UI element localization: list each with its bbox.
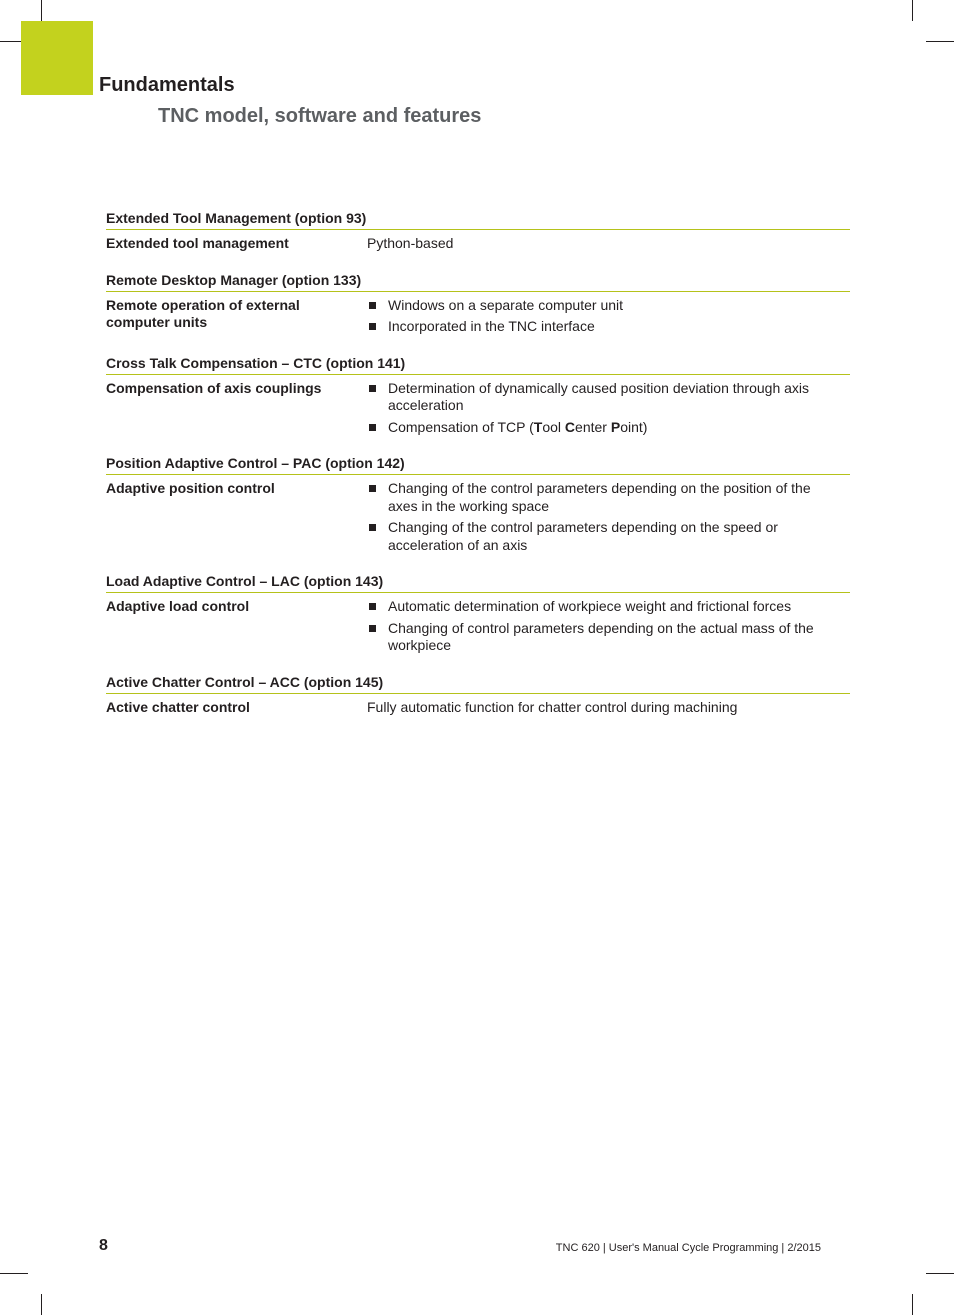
crop-mark (41, 1294, 42, 1315)
group-title: Extended Tool Management (option 93) (106, 205, 850, 230)
spec-row (106, 375, 850, 441)
list-item: Compensation of TCP (Tool Center Point) (367, 419, 840, 437)
feature-value: Python-based (367, 235, 454, 251)
feature-value (367, 479, 850, 558)
list-item: Windows on a separate computer unit (367, 297, 840, 315)
group-title: Active Chatter Control – ACC (option 145) (106, 669, 850, 694)
list-item: Determination of dynamically caused position deviation through axis acceleration (367, 380, 840, 415)
group-title: Load Adaptive Control – LAC (option 143) (106, 568, 850, 593)
spec-row (106, 593, 850, 659)
crop-mark (926, 41, 954, 42)
bullet-square-icon (369, 302, 376, 309)
feature-value (367, 379, 850, 441)
spec-row (106, 475, 850, 558)
chapter-title: Fundamentals (99, 74, 235, 96)
list-item: Automatic determination of workpiece weight and frictional forces (367, 598, 840, 616)
crop-mark (0, 1273, 28, 1274)
bullet-square-icon (369, 485, 376, 492)
spec-row (106, 230, 850, 257)
feature-label: Compensation of axis couplings (106, 379, 322, 396)
crop-mark (41, 0, 42, 21)
group-title: Position Adaptive Control – PAC (option 142) (106, 450, 850, 475)
option-group (106, 267, 850, 340)
list-item: Changing of control parameters depending on the actual mass of the workpiece (367, 620, 840, 655)
spec-row (106, 292, 850, 340)
option-group (106, 205, 850, 257)
page-number: 8 (99, 1237, 108, 1254)
bullet-square-icon (369, 625, 376, 632)
list-item: Incorporated in the TNC interface (367, 318, 840, 336)
crop-mark (912, 1294, 913, 1315)
option-group (106, 350, 850, 441)
bullet-list (367, 479, 840, 554)
option-group (106, 669, 850, 721)
bullet-list (367, 597, 840, 655)
bullet-square-icon (369, 323, 376, 330)
group-title: Remote Desktop Manager (option 133) (106, 267, 850, 292)
crop-mark (926, 1273, 954, 1274)
feature-label: Adaptive position control (106, 480, 275, 496)
list-item: Changing of the control parameters depending on the speed or acceleration of an axis (367, 519, 840, 554)
option-spec-table (106, 205, 850, 730)
bullet-list (367, 296, 840, 336)
crop-mark (912, 0, 913, 21)
bullet-square-icon (369, 424, 376, 431)
list-item: Changing of the control parameters depending on the position of the axes in the working space (367, 480, 840, 515)
feature-value (367, 597, 850, 659)
feature-label: Adaptive load control (106, 598, 250, 614)
section-title: TNC model, software and features (158, 105, 482, 127)
feature-value: Fully automatic function for chatter control during machining (367, 698, 738, 715)
feature-label: Active chatter control (106, 698, 250, 715)
feature-label: Extended tool management (106, 235, 289, 251)
bullet-square-icon (369, 385, 376, 392)
feature-value (367, 296, 850, 340)
group-title: Cross Talk Compensation – CTC (option 141) (106, 350, 850, 375)
bullet-list (367, 379, 840, 437)
bullet-square-icon (369, 524, 376, 531)
footer-text: TNC 620 | User's Manual Cycle Programming | 2/2015 (555, 1242, 821, 1254)
chapter-tab (21, 21, 93, 95)
option-group (106, 450, 850, 558)
feature-label: Remote operation of external computer units (106, 296, 300, 330)
spec-row (106, 694, 850, 721)
option-group (106, 568, 850, 659)
bullet-square-icon (369, 603, 376, 610)
